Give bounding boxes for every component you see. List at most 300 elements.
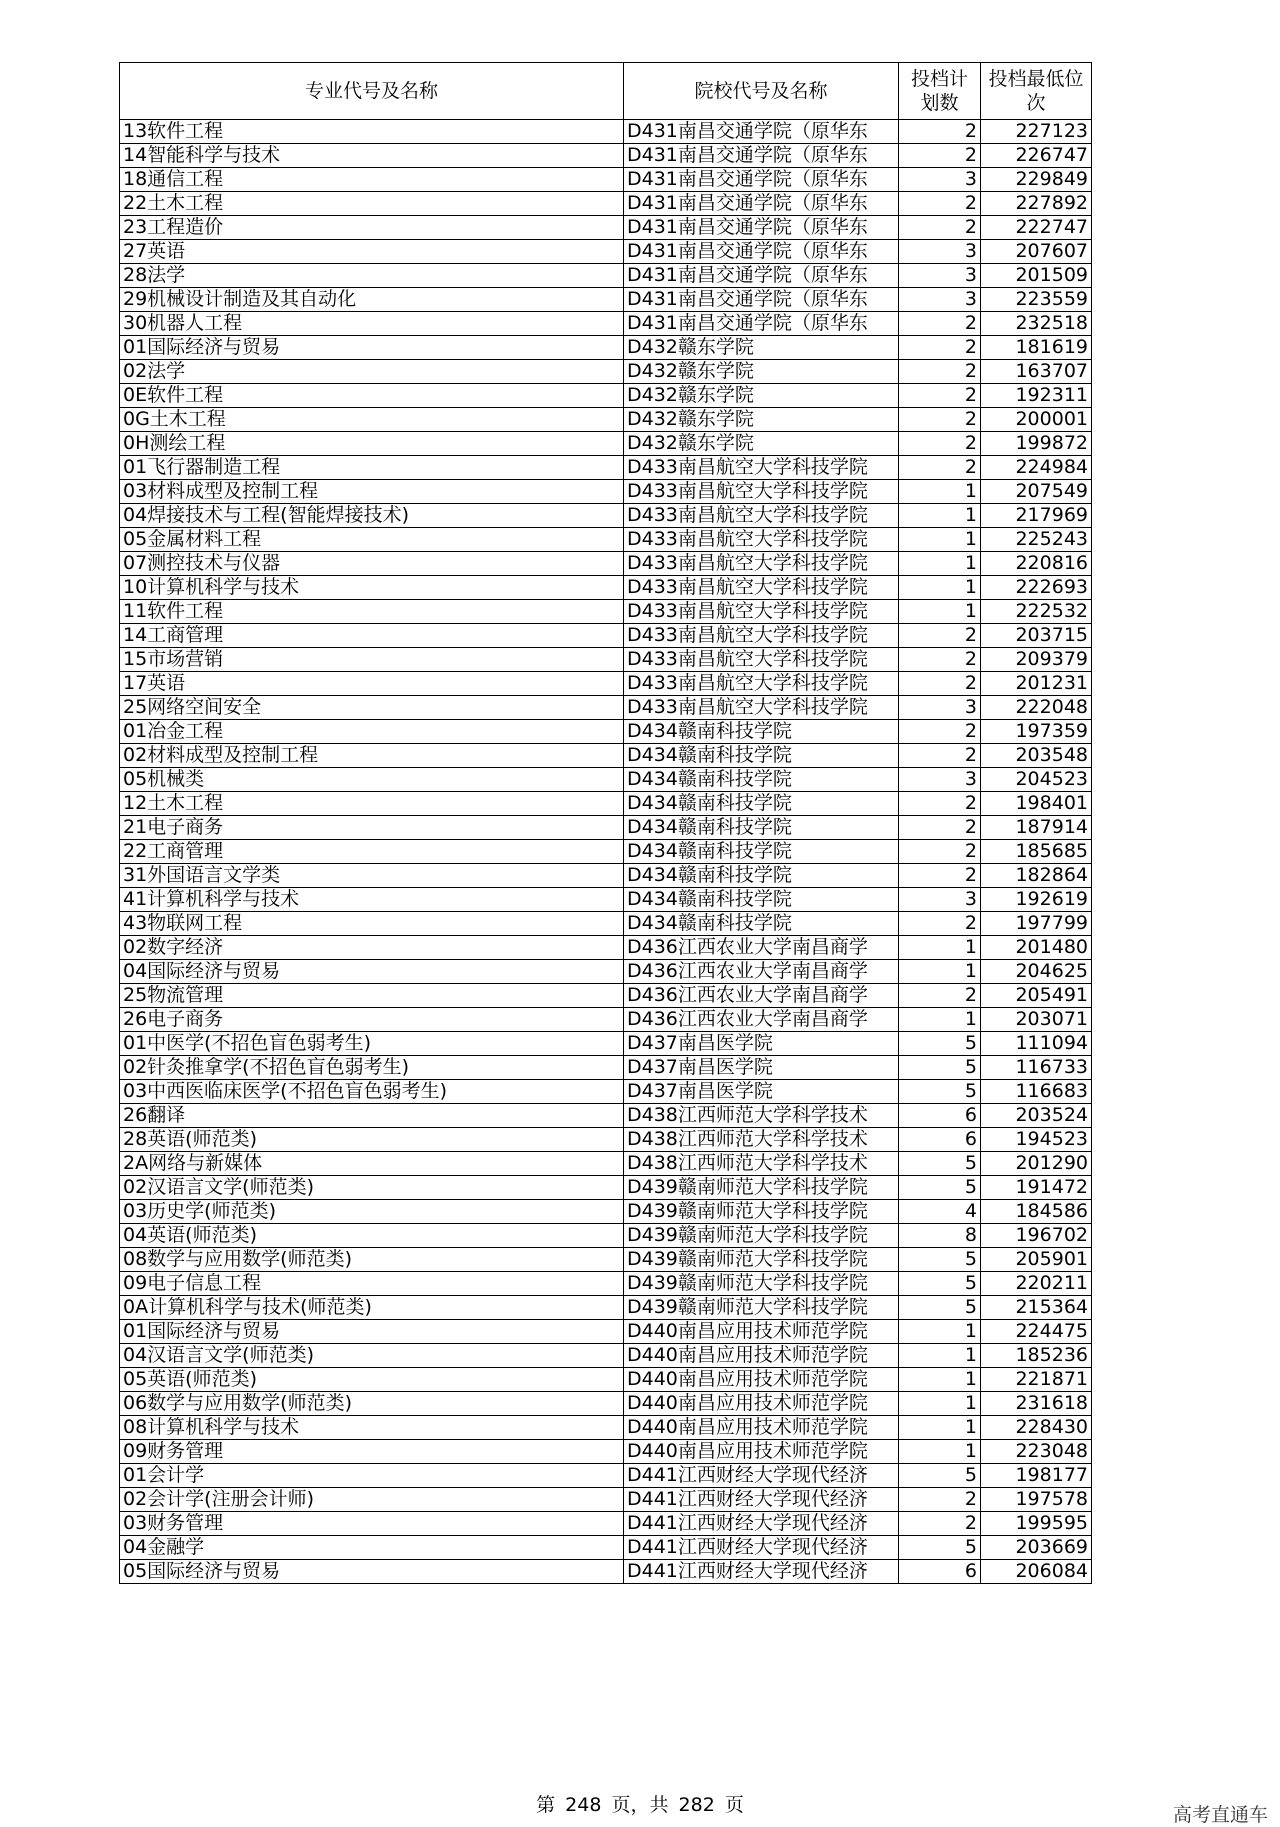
cell-major: 13软件工程 bbox=[120, 120, 624, 144]
table-row bbox=[120, 1080, 1092, 1104]
cell-rank: 197799 bbox=[981, 912, 1092, 936]
cell-plan: 5 bbox=[899, 1464, 981, 1488]
cell-major: 26电子商务 bbox=[120, 1008, 624, 1032]
cell-major: 03历史学(师范类) bbox=[120, 1200, 624, 1224]
footer-prefix: 第 bbox=[536, 1794, 556, 1816]
cell-plan: 1 bbox=[899, 1008, 981, 1032]
cell-rank: 224475 bbox=[981, 1320, 1092, 1344]
cell-plan: 1 bbox=[899, 600, 981, 624]
cell-plan: 1 bbox=[899, 1440, 981, 1464]
cell-plan: 5 bbox=[899, 1152, 981, 1176]
cell-school: D436江西农业大学南昌商学 bbox=[624, 960, 899, 984]
cell-rank: 201480 bbox=[981, 936, 1092, 960]
cell-rank: 181619 bbox=[981, 336, 1092, 360]
cell-plan: 1 bbox=[899, 1320, 981, 1344]
cell-rank: 197359 bbox=[981, 720, 1092, 744]
cell-major: 03财务管理 bbox=[120, 1512, 624, 1536]
cell-rank: 163707 bbox=[981, 360, 1092, 384]
cell-major: 05金属材料工程 bbox=[120, 528, 624, 552]
table-row bbox=[120, 1320, 1092, 1344]
cell-school: D440南昌应用技术师范学院 bbox=[624, 1320, 899, 1344]
cell-rank: 203071 bbox=[981, 1008, 1092, 1032]
cell-plan: 2 bbox=[899, 384, 981, 408]
table-row bbox=[120, 648, 1092, 672]
cell-major: 29机械设计制造及其自动化 bbox=[120, 288, 624, 312]
header-rank: 投档最低位次 bbox=[981, 63, 1092, 120]
table-row bbox=[120, 336, 1092, 360]
page-footer bbox=[0, 1790, 1280, 1817]
table-row bbox=[120, 1200, 1092, 1224]
cell-plan: 2 bbox=[899, 792, 981, 816]
cell-school: D431南昌交通学院（原华东 bbox=[624, 168, 899, 192]
cell-plan: 1 bbox=[899, 1416, 981, 1440]
cell-major: 12土木工程 bbox=[120, 792, 624, 816]
cell-major: 08数学与应用数学(师范类) bbox=[120, 1248, 624, 1272]
cell-rank: 225243 bbox=[981, 528, 1092, 552]
cell-major: 09财务管理 bbox=[120, 1440, 624, 1464]
cell-major: 31外国语言文学类 bbox=[120, 864, 624, 888]
cell-school: D439赣南师范大学科技学院 bbox=[624, 1272, 899, 1296]
cell-school: D436江西农业大学南昌商学 bbox=[624, 936, 899, 960]
cell-major: 23工程造价 bbox=[120, 216, 624, 240]
cell-plan: 1 bbox=[899, 960, 981, 984]
cell-school: D434赣南科技学院 bbox=[624, 840, 899, 864]
cell-rank: 222048 bbox=[981, 696, 1092, 720]
table-row bbox=[120, 1176, 1092, 1200]
cell-major: 01冶金工程 bbox=[120, 720, 624, 744]
cell-major: 04焊接技术与工程(智能焊接技术) bbox=[120, 504, 624, 528]
cell-rank: 184586 bbox=[981, 1200, 1092, 1224]
cell-major: 02数字经济 bbox=[120, 936, 624, 960]
table-row bbox=[120, 1416, 1092, 1440]
cell-school: D434赣南科技学院 bbox=[624, 912, 899, 936]
cell-school: D438江西师范大学科学技术 bbox=[624, 1152, 899, 1176]
table-row bbox=[120, 1152, 1092, 1176]
table-row bbox=[120, 1248, 1092, 1272]
cell-plan: 1 bbox=[899, 936, 981, 960]
footer-middle: 页，共 bbox=[611, 1794, 669, 1816]
cell-school: D437南昌医学院 bbox=[624, 1080, 899, 1104]
table-row bbox=[120, 120, 1092, 144]
footer-suffix: 页 bbox=[724, 1794, 744, 1816]
footer-page-total: 282 bbox=[678, 1794, 715, 1816]
cell-plan: 6 bbox=[899, 1104, 981, 1128]
table-row bbox=[120, 216, 1092, 240]
table-row bbox=[120, 1536, 1092, 1560]
table-row bbox=[120, 552, 1092, 576]
cell-school: D440南昌应用技术师范学院 bbox=[624, 1392, 899, 1416]
cell-major: 01国际经济与贸易 bbox=[120, 336, 624, 360]
cell-rank: 229849 bbox=[981, 168, 1092, 192]
table-row bbox=[120, 192, 1092, 216]
admission-table bbox=[119, 62, 1092, 1584]
cell-rank: 192311 bbox=[981, 384, 1092, 408]
cell-school: D432赣东学院 bbox=[624, 336, 899, 360]
table-row bbox=[120, 624, 1092, 648]
cell-rank: 203715 bbox=[981, 624, 1092, 648]
cell-rank: 200001 bbox=[981, 408, 1092, 432]
cell-plan: 2 bbox=[899, 192, 981, 216]
cell-rank: 226747 bbox=[981, 144, 1092, 168]
cell-rank: 196702 bbox=[981, 1224, 1092, 1248]
cell-school: D431南昌交通学院（原华东 bbox=[624, 240, 899, 264]
cell-rank: 232518 bbox=[981, 312, 1092, 336]
cell-plan: 2 bbox=[899, 744, 981, 768]
table-row bbox=[120, 1128, 1092, 1152]
table-row bbox=[120, 408, 1092, 432]
cell-rank: 228430 bbox=[981, 1416, 1092, 1440]
table-row bbox=[120, 1368, 1092, 1392]
cell-rank: 201509 bbox=[981, 264, 1092, 288]
cell-major: 05国际经济与贸易 bbox=[120, 1560, 624, 1584]
cell-plan: 2 bbox=[899, 120, 981, 144]
cell-school: D440南昌应用技术师范学院 bbox=[624, 1368, 899, 1392]
table-row bbox=[120, 432, 1092, 456]
cell-school: D434赣南科技学院 bbox=[624, 792, 899, 816]
cell-rank: 209379 bbox=[981, 648, 1092, 672]
cell-major: 02法学 bbox=[120, 360, 624, 384]
cell-school: D433南昌航空大学科技学院 bbox=[624, 624, 899, 648]
table-row bbox=[120, 528, 1092, 552]
cell-school: D436江西农业大学南昌商学 bbox=[624, 984, 899, 1008]
table-row bbox=[120, 600, 1092, 624]
cell-school: D441江西财经大学现代经济 bbox=[624, 1488, 899, 1512]
cell-plan: 1 bbox=[899, 480, 981, 504]
table-row bbox=[120, 840, 1092, 864]
header-school: 院校代号及名称 bbox=[624, 63, 899, 120]
cell-plan: 5 bbox=[899, 1248, 981, 1272]
cell-plan: 3 bbox=[899, 696, 981, 720]
cell-major: 25物流管理 bbox=[120, 984, 624, 1008]
cell-major: 04金融学 bbox=[120, 1536, 624, 1560]
cell-plan: 5 bbox=[899, 1176, 981, 1200]
cell-plan: 5 bbox=[899, 1536, 981, 1560]
cell-rank: 203669 bbox=[981, 1536, 1092, 1560]
cell-school: D434赣南科技学院 bbox=[624, 816, 899, 840]
cell-school: D434赣南科技学院 bbox=[624, 720, 899, 744]
cell-rank: 207607 bbox=[981, 240, 1092, 264]
cell-rank: 220211 bbox=[981, 1272, 1092, 1296]
table-row bbox=[120, 888, 1092, 912]
cell-school: D441江西财经大学现代经济 bbox=[624, 1464, 899, 1488]
watermark-text: 高考直通车 bbox=[1172, 1804, 1268, 1826]
table-row bbox=[120, 480, 1092, 504]
cell-major: 0E软件工程 bbox=[120, 384, 624, 408]
cell-major: 03材料成型及控制工程 bbox=[120, 480, 624, 504]
cell-rank: 203524 bbox=[981, 1104, 1092, 1128]
cell-major: 0G土木工程 bbox=[120, 408, 624, 432]
cell-major: 02材料成型及控制工程 bbox=[120, 744, 624, 768]
cell-major: 17英语 bbox=[120, 672, 624, 696]
cell-plan: 2 bbox=[899, 432, 981, 456]
cell-rank: 204625 bbox=[981, 960, 1092, 984]
cell-plan: 5 bbox=[899, 1272, 981, 1296]
table-row bbox=[120, 1296, 1092, 1320]
cell-plan: 5 bbox=[899, 1296, 981, 1320]
cell-plan: 1 bbox=[899, 576, 981, 600]
cell-plan: 1 bbox=[899, 504, 981, 528]
table-row bbox=[120, 144, 1092, 168]
cell-rank: 221871 bbox=[981, 1368, 1092, 1392]
cell-plan: 3 bbox=[899, 288, 981, 312]
table-row bbox=[120, 1272, 1092, 1296]
cell-plan: 1 bbox=[899, 528, 981, 552]
cell-major: 18通信工程 bbox=[120, 168, 624, 192]
cell-school: D431南昌交通学院（原华东 bbox=[624, 144, 899, 168]
cell-plan: 2 bbox=[899, 840, 981, 864]
cell-school: D433南昌航空大学科技学院 bbox=[624, 600, 899, 624]
table-row bbox=[120, 240, 1092, 264]
table-row bbox=[120, 720, 1092, 744]
cell-school: D432赣东学院 bbox=[624, 360, 899, 384]
cell-major: 02汉语言文学(师范类) bbox=[120, 1176, 624, 1200]
cell-rank: 185236 bbox=[981, 1344, 1092, 1368]
cell-school: D438江西师范大学科学技术 bbox=[624, 1128, 899, 1152]
table-row bbox=[120, 1440, 1092, 1464]
cell-major: 22工商管理 bbox=[120, 840, 624, 864]
table-row bbox=[120, 1488, 1092, 1512]
cell-rank: 185685 bbox=[981, 840, 1092, 864]
table-row bbox=[120, 1344, 1092, 1368]
table-body bbox=[120, 120, 1092, 1584]
cell-school: D431南昌交通学院（原华东 bbox=[624, 216, 899, 240]
table-row bbox=[120, 696, 1092, 720]
cell-plan: 2 bbox=[899, 816, 981, 840]
cell-major: 14工商管理 bbox=[120, 624, 624, 648]
table-row bbox=[120, 384, 1092, 408]
cell-school: D433南昌航空大学科技学院 bbox=[624, 552, 899, 576]
table-row bbox=[120, 984, 1092, 1008]
cell-rank: 199595 bbox=[981, 1512, 1092, 1536]
cell-school: D432赣东学院 bbox=[624, 432, 899, 456]
cell-school: D431南昌交通学院（原华东 bbox=[624, 120, 899, 144]
cell-plan: 6 bbox=[899, 1560, 981, 1584]
cell-school: D433南昌航空大学科技学院 bbox=[624, 696, 899, 720]
table-row bbox=[120, 1056, 1092, 1080]
cell-rank: 207549 bbox=[981, 480, 1092, 504]
cell-school: D441江西财经大学现代经济 bbox=[624, 1512, 899, 1536]
table-header-row bbox=[120, 63, 1092, 120]
cell-school: D441江西财经大学现代经济 bbox=[624, 1536, 899, 1560]
cell-major: 03中西医临床医学(不招色盲色弱考生) bbox=[120, 1080, 624, 1104]
cell-school: D440南昌应用技术师范学院 bbox=[624, 1440, 899, 1464]
cell-rank: 227892 bbox=[981, 192, 1092, 216]
cell-major: 41计算机科学与技术 bbox=[120, 888, 624, 912]
cell-rank: 182864 bbox=[981, 864, 1092, 888]
table-row bbox=[120, 504, 1092, 528]
cell-plan: 3 bbox=[899, 240, 981, 264]
cell-rank: 116733 bbox=[981, 1056, 1092, 1080]
cell-school: D433南昌航空大学科技学院 bbox=[624, 504, 899, 528]
cell-rank: 194523 bbox=[981, 1128, 1092, 1152]
cell-rank: 220816 bbox=[981, 552, 1092, 576]
cell-rank: 198401 bbox=[981, 792, 1092, 816]
cell-major: 07测控技术与仪器 bbox=[120, 552, 624, 576]
cell-plan: 2 bbox=[899, 312, 981, 336]
cell-school: D431南昌交通学院（原华东 bbox=[624, 288, 899, 312]
cell-plan: 3 bbox=[899, 888, 981, 912]
cell-school: D433南昌航空大学科技学院 bbox=[624, 648, 899, 672]
cell-major: 2A网络与新媒体 bbox=[120, 1152, 624, 1176]
cell-rank: 199872 bbox=[981, 432, 1092, 456]
cell-school: D437南昌医学院 bbox=[624, 1056, 899, 1080]
cell-major: 01飞行器制造工程 bbox=[120, 456, 624, 480]
cell-plan: 2 bbox=[899, 864, 981, 888]
cell-rank: 217969 bbox=[981, 504, 1092, 528]
cell-rank: 205901 bbox=[981, 1248, 1092, 1272]
cell-major: 27英语 bbox=[120, 240, 624, 264]
cell-school: D440南昌应用技术师范学院 bbox=[624, 1416, 899, 1440]
cell-rank: 222693 bbox=[981, 576, 1092, 600]
table-row bbox=[120, 912, 1092, 936]
cell-rank: 204523 bbox=[981, 768, 1092, 792]
cell-major: 06数学与应用数学(师范类) bbox=[120, 1392, 624, 1416]
table-row bbox=[120, 576, 1092, 600]
cell-school: D433南昌航空大学科技学院 bbox=[624, 576, 899, 600]
cell-rank: 206084 bbox=[981, 1560, 1092, 1584]
cell-plan: 2 bbox=[899, 1488, 981, 1512]
cell-school: D436江西农业大学南昌商学 bbox=[624, 1008, 899, 1032]
table-row bbox=[120, 1464, 1092, 1488]
cell-plan: 3 bbox=[899, 768, 981, 792]
cell-rank: 191472 bbox=[981, 1176, 1092, 1200]
cell-major: 28英语(师范类) bbox=[120, 1128, 624, 1152]
cell-plan: 1 bbox=[899, 1392, 981, 1416]
cell-school: D432赣东学院 bbox=[624, 384, 899, 408]
cell-rank: 222532 bbox=[981, 600, 1092, 624]
cell-plan: 2 bbox=[899, 912, 981, 936]
cell-plan: 2 bbox=[899, 144, 981, 168]
cell-major: 25网络空间安全 bbox=[120, 696, 624, 720]
cell-rank: 222747 bbox=[981, 216, 1092, 240]
table-row bbox=[120, 744, 1092, 768]
table-row bbox=[120, 1392, 1092, 1416]
cell-school: D434赣南科技学院 bbox=[624, 744, 899, 768]
header-plan: 投档计划数 bbox=[899, 63, 981, 120]
cell-school: D439赣南师范大学科技学院 bbox=[624, 1224, 899, 1248]
cell-rank: 201290 bbox=[981, 1152, 1092, 1176]
table-row bbox=[120, 1008, 1092, 1032]
cell-school: D434赣南科技学院 bbox=[624, 888, 899, 912]
table-row bbox=[120, 168, 1092, 192]
cell-rank: 205491 bbox=[981, 984, 1092, 1008]
cell-major: 09电子信息工程 bbox=[120, 1272, 624, 1296]
cell-rank: 231618 bbox=[981, 1392, 1092, 1416]
cell-plan: 2 bbox=[899, 360, 981, 384]
cell-school: D441江西财经大学现代经济 bbox=[624, 1560, 899, 1584]
table-row bbox=[120, 960, 1092, 984]
cell-major: 01国际经济与贸易 bbox=[120, 1320, 624, 1344]
cell-rank: 111094 bbox=[981, 1032, 1092, 1056]
cell-rank: 187914 bbox=[981, 816, 1092, 840]
cell-rank: 227123 bbox=[981, 120, 1092, 144]
cell-rank: 223048 bbox=[981, 1440, 1092, 1464]
cell-school: D433南昌航空大学科技学院 bbox=[624, 456, 899, 480]
cell-plan: 2 bbox=[899, 672, 981, 696]
cell-plan: 2 bbox=[899, 720, 981, 744]
cell-plan: 5 bbox=[899, 1056, 981, 1080]
cell-plan: 2 bbox=[899, 624, 981, 648]
cell-major: 0H测绘工程 bbox=[120, 432, 624, 456]
table-row bbox=[120, 360, 1092, 384]
cell-major: 10计算机科学与技术 bbox=[120, 576, 624, 600]
cell-major: 04英语(师范类) bbox=[120, 1224, 624, 1248]
cell-school: D433南昌航空大学科技学院 bbox=[624, 480, 899, 504]
table-row bbox=[120, 312, 1092, 336]
cell-school: D439赣南师范大学科技学院 bbox=[624, 1248, 899, 1272]
cell-plan: 4 bbox=[899, 1200, 981, 1224]
cell-plan: 5 bbox=[899, 1032, 981, 1056]
cell-major: 28法学 bbox=[120, 264, 624, 288]
cell-rank: 192619 bbox=[981, 888, 1092, 912]
cell-plan: 5 bbox=[899, 1080, 981, 1104]
cell-school: D439赣南师范大学科技学院 bbox=[624, 1296, 899, 1320]
cell-major: 43物联网工程 bbox=[120, 912, 624, 936]
table-row bbox=[120, 264, 1092, 288]
footer-page-number: 248 bbox=[565, 1794, 602, 1816]
table-row bbox=[120, 456, 1092, 480]
table-row bbox=[120, 1224, 1092, 1248]
cell-school: D431南昌交通学院（原华东 bbox=[624, 192, 899, 216]
cell-rank: 223559 bbox=[981, 288, 1092, 312]
cell-rank: 215364 bbox=[981, 1296, 1092, 1320]
cell-major: 26翻译 bbox=[120, 1104, 624, 1128]
table-row bbox=[120, 792, 1092, 816]
cell-major: 01会计学 bbox=[120, 1464, 624, 1488]
cell-major: 22土木工程 bbox=[120, 192, 624, 216]
table-row bbox=[120, 816, 1092, 840]
cell-rank: 224984 bbox=[981, 456, 1092, 480]
cell-plan: 8 bbox=[899, 1224, 981, 1248]
cell-plan: 6 bbox=[899, 1128, 981, 1152]
cell-major: 08计算机科学与技术 bbox=[120, 1416, 624, 1440]
cell-school: D439赣南师范大学科技学院 bbox=[624, 1176, 899, 1200]
cell-major: 0A计算机科学与技术(师范类) bbox=[120, 1296, 624, 1320]
cell-plan: 1 bbox=[899, 1368, 981, 1392]
cell-rank: 197578 bbox=[981, 1488, 1092, 1512]
cell-rank: 201231 bbox=[981, 672, 1092, 696]
table-row bbox=[120, 864, 1092, 888]
cell-major: 14智能科学与技术 bbox=[120, 144, 624, 168]
cell-school: D431南昌交通学院（原华东 bbox=[624, 312, 899, 336]
cell-school: D434赣南科技学院 bbox=[624, 768, 899, 792]
cell-plan: 2 bbox=[899, 1512, 981, 1536]
cell-major: 01中医学(不招色盲色弱考生) bbox=[120, 1032, 624, 1056]
table-row bbox=[120, 1512, 1092, 1536]
cell-major: 15市场营销 bbox=[120, 648, 624, 672]
cell-school: D437南昌医学院 bbox=[624, 1032, 899, 1056]
cell-plan: 2 bbox=[899, 984, 981, 1008]
cell-plan: 2 bbox=[899, 648, 981, 672]
cell-school: D433南昌航空大学科技学院 bbox=[624, 672, 899, 696]
table-row bbox=[120, 672, 1092, 696]
cell-major: 04国际经济与贸易 bbox=[120, 960, 624, 984]
cell-school: D438江西师范大学科学技术 bbox=[624, 1104, 899, 1128]
table-row bbox=[120, 1104, 1092, 1128]
cell-major: 11软件工程 bbox=[120, 600, 624, 624]
cell-plan: 2 bbox=[899, 336, 981, 360]
cell-major: 21电子商务 bbox=[120, 816, 624, 840]
cell-plan: 1 bbox=[899, 552, 981, 576]
cell-plan: 1 bbox=[899, 1344, 981, 1368]
cell-plan: 3 bbox=[899, 168, 981, 192]
cell-rank: 203548 bbox=[981, 744, 1092, 768]
table-row bbox=[120, 768, 1092, 792]
cell-school: D431南昌交通学院（原华东 bbox=[624, 264, 899, 288]
cell-major: 30机器人工程 bbox=[120, 312, 624, 336]
cell-school: D440南昌应用技术师范学院 bbox=[624, 1344, 899, 1368]
table-row bbox=[120, 288, 1092, 312]
